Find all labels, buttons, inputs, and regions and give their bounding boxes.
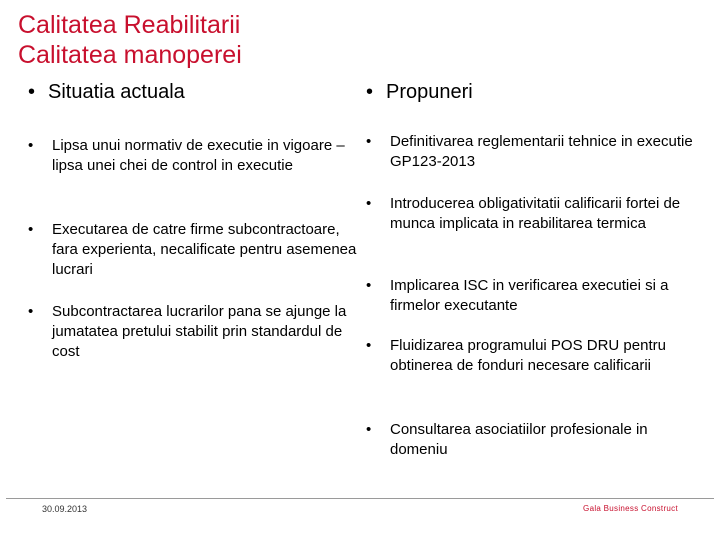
right-bullet-4-text: • Fluidizarea programului POS DRU pentru obtinerea de fonduri necesare calificarii: [390, 337, 666, 374]
left-bullet-2-text: • Executarea de catre firme subcontractoare, fara experienta, necalificate pentru asemenea lucrari: [52, 221, 357, 278]
slide-title: [18, 10, 242, 70]
right-bullet-5-text: • Consultarea asociatiilor profesionale in domeniu: [390, 421, 648, 458]
right-bullet-1: [366, 132, 696, 172]
left-bullet-1-text: • Lipsa unui normativ de executie in vigoare – lipsa unei chei de control in executie: [52, 137, 345, 174]
left-bullet-3: [28, 302, 358, 362]
right-bullet-2-text: • Introducerea obligativitatii calificarii fortei de munca implicata in reabilitarea termica: [390, 195, 681, 232]
title-line-2: Calitatea manoperei: [18, 41, 242, 69]
right-bullet-5: [366, 420, 696, 460]
right-bullet-2: [366, 194, 686, 234]
footer-date: 30.09.2013: [42, 504, 88, 514]
left-heading: • Situatia actuala: [28, 80, 185, 104]
right-bullet-1-text: • Definitivarea reglementarii tehnice in executie GP123-2013: [390, 133, 693, 170]
right-bullet-4: [366, 336, 686, 376]
title-line-1: Calitatea Reabilitarii: [18, 11, 241, 39]
right-bullet-3-text: • Implicarea ISC in verificarea executiei si a firmelor executante: [390, 277, 669, 314]
left-bullet-1: [28, 136, 358, 176]
footer-company: Gala Business Construct: [583, 504, 678, 513]
footer-divider: [6, 498, 714, 499]
right-bullet-3: [366, 276, 696, 316]
right-heading: • Propuneri: [366, 80, 473, 104]
left-bullet-3-text: • Subcontractarea lucrarilor pana se ajunge la jumatatea pretului stabilit prin standardul de cost: [52, 303, 347, 360]
left-bullet-2: [28, 220, 358, 280]
